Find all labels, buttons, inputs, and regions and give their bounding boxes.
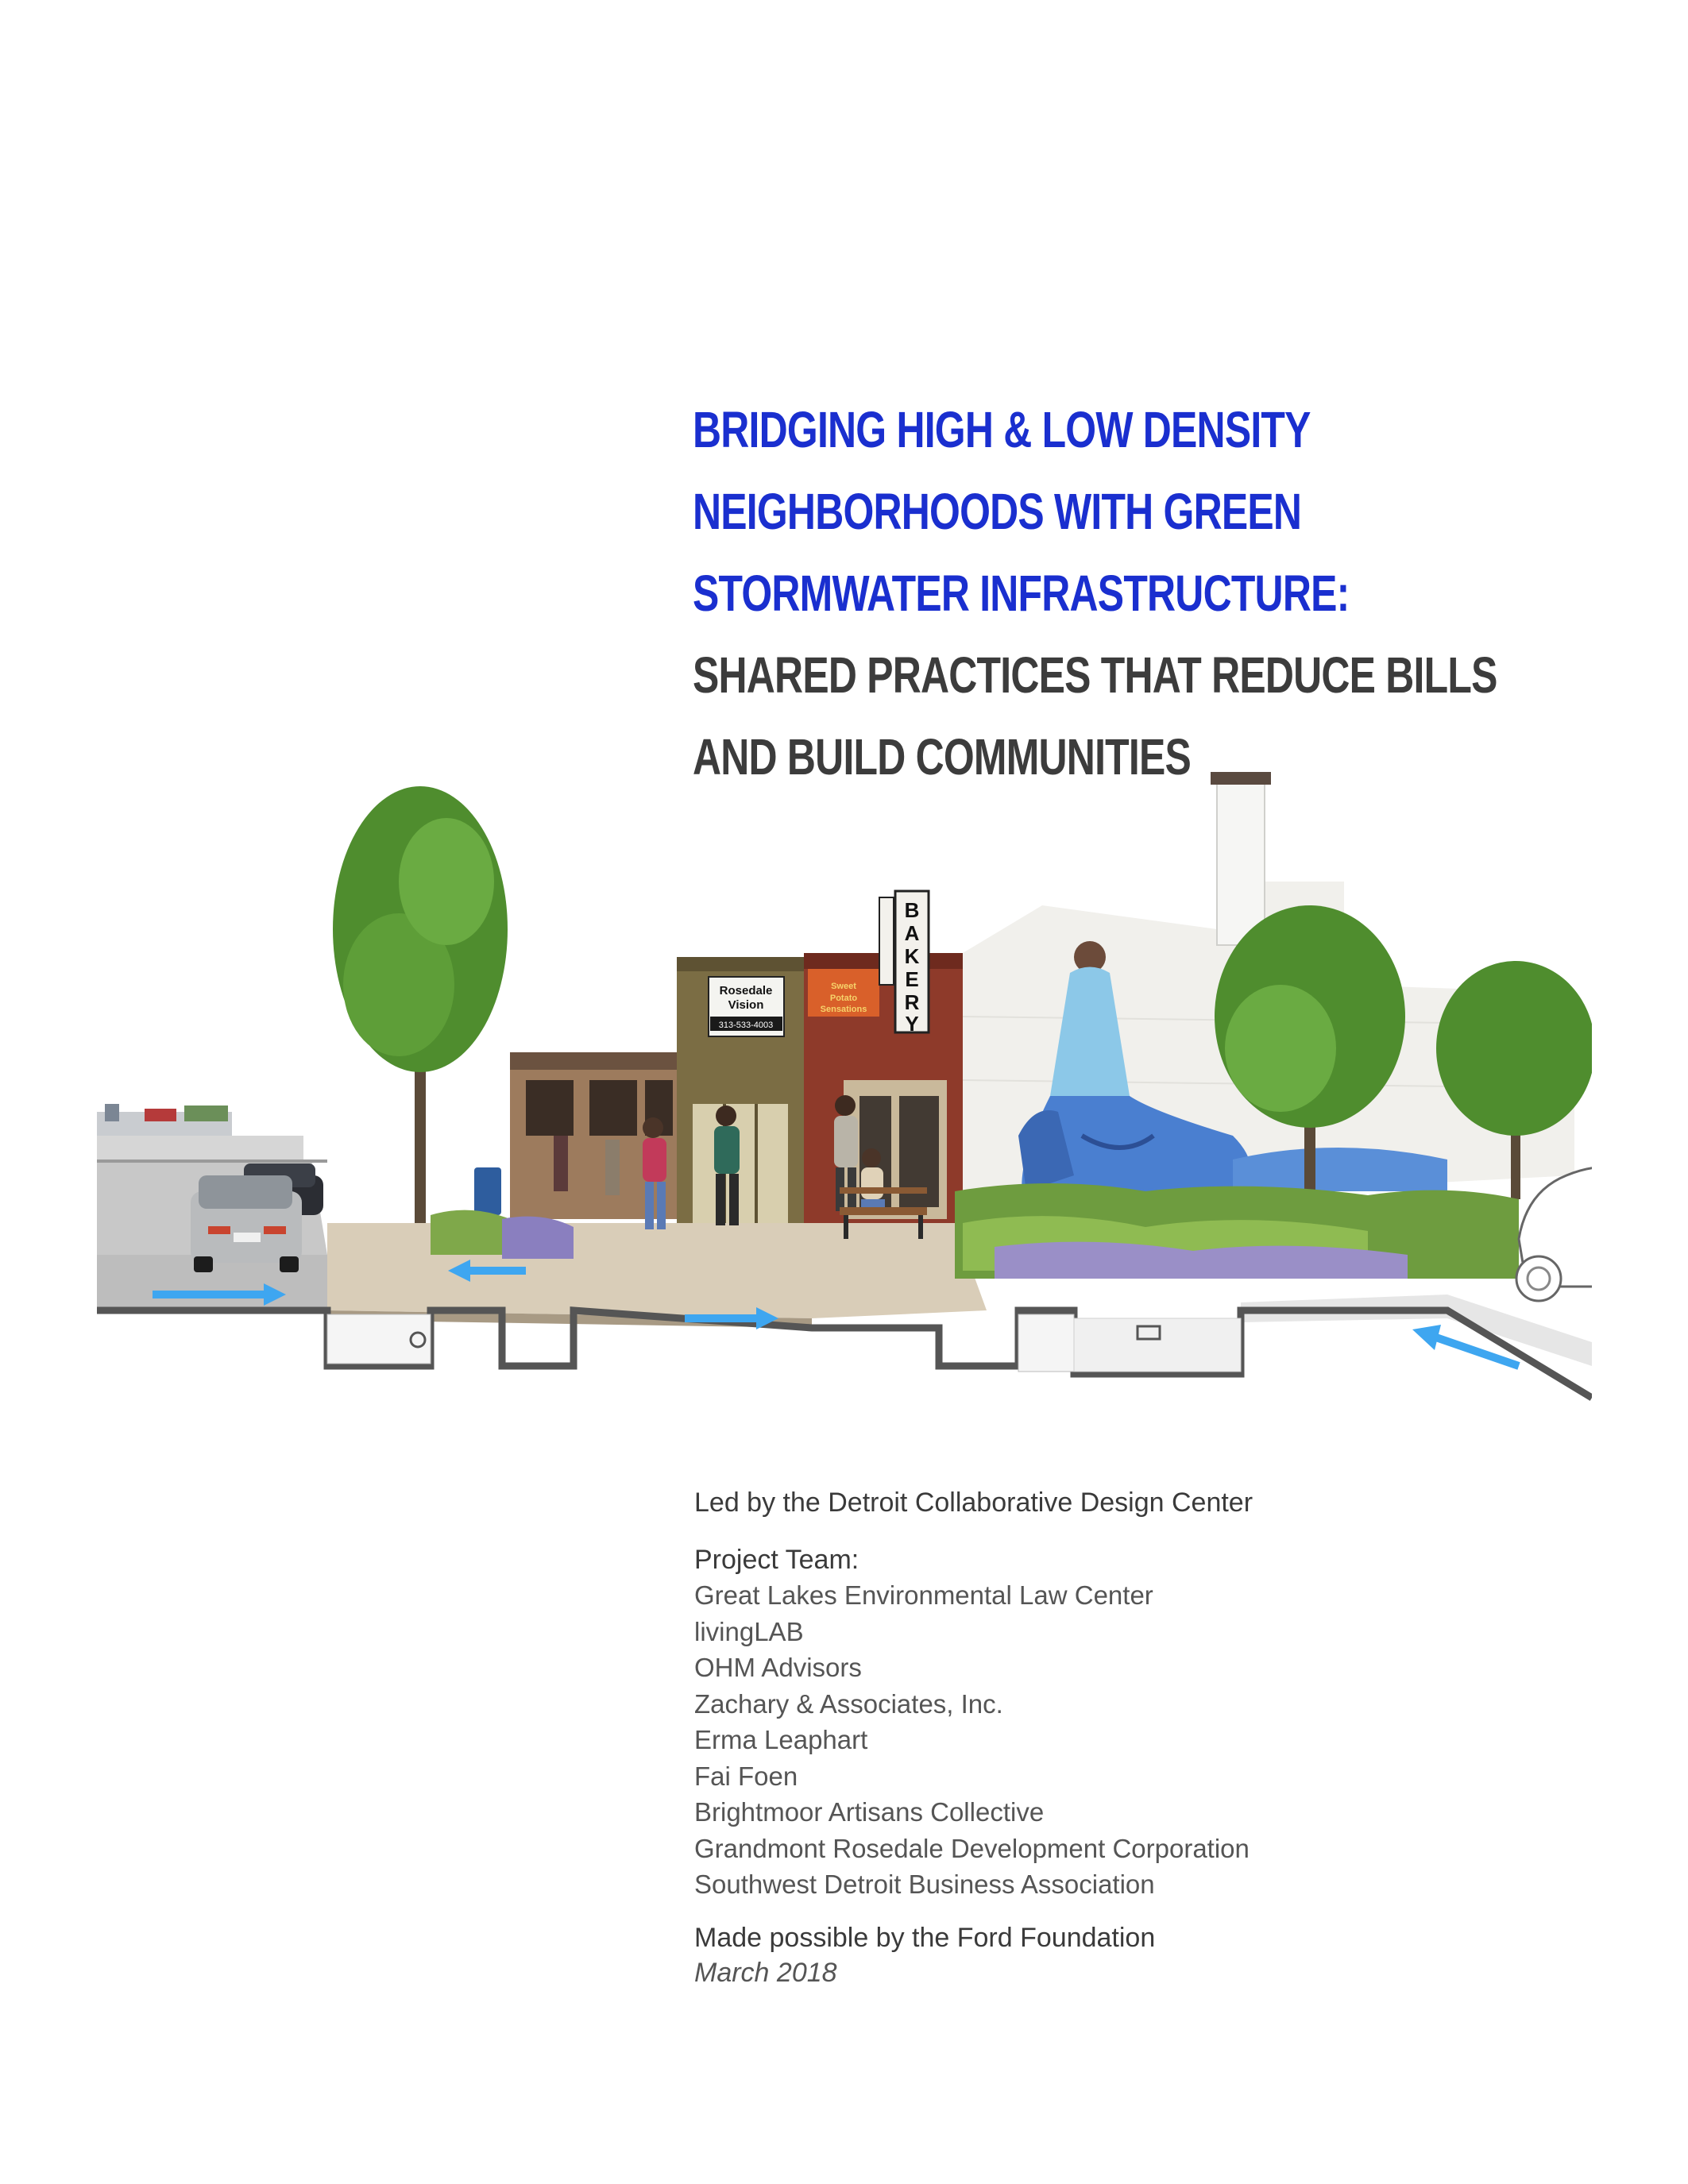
trash-bin [474, 1167, 501, 1215]
svg-text:Sensations: Sensations [820, 1005, 867, 1014]
team-member: Zachary & Associates, Inc. [694, 1688, 1003, 1719]
title-line-3: STORMWATER INFRASTRUCTURE: [693, 565, 1350, 622]
svg-text:B: B [904, 898, 920, 922]
team-member: OHM Advisors [694, 1653, 862, 1682]
team-member: Southwest Detroit Business Association [694, 1870, 1155, 1899]
subtitle-line-2: AND BUILD COMMUNITIES [693, 728, 1191, 785]
svg-text:Y: Y [905, 1012, 919, 1036]
svg-text:A: A [904, 921, 920, 945]
sign-phone-text: 313-533-4003 [718, 1021, 774, 1030]
parked-car-right [1516, 1167, 1592, 1301]
project-team-heading: Project Team: [694, 1545, 859, 1575]
team-member: livingLAB [694, 1616, 804, 1646]
document-title [693, 389, 1630, 798]
team-member: Fai Foen [694, 1761, 798, 1791]
svg-text:R: R [904, 990, 920, 1014]
subtitle-line-1: SHARED PRACTICES THAT REDUCE BILLS [693, 646, 1497, 704]
ground-section-cut [97, 1310, 1592, 1398]
sidewalk [327, 1223, 987, 1328]
streetscape-section-illustration [97, 762, 1592, 1445]
credits-block [694, 1485, 1608, 1990]
team-member: Great Lakes Environmental Law Center [694, 1580, 1153, 1610]
led-by-text: Led by the Detroit Collaborative Design Center [694, 1488, 1253, 1518]
team-member: Brightmoor Artisans Collective [694, 1797, 1045, 1827]
svg-text:K: K [904, 944, 920, 968]
project-team-list [694, 1577, 1608, 1903]
tree-left [333, 786, 508, 1231]
svg-text:Potato: Potato [829, 994, 858, 1003]
funder-text: Made possible by the Ford Foundation [694, 1922, 1156, 1953]
distant-street [97, 1104, 303, 1167]
svg-text:E: E [905, 967, 919, 991]
svg-text:Sweet: Sweet [831, 982, 856, 991]
title-line-1: BRIDGING HIGH & LOW DENSITY [693, 401, 1311, 458]
team-member: Erma Leaphart [694, 1725, 868, 1754]
sign-vision-text: Vision [728, 998, 764, 1012]
title-line-2: NEIGHBORHOODS WITH GREEN [693, 483, 1302, 540]
rosedale-vision-sign [709, 977, 784, 1036]
sign-rosedale-text: Rosedale [719, 984, 773, 997]
publication-date: March 2018 [694, 1957, 837, 1988]
team-member: Grandmont Rosedale Development Corporation [694, 1833, 1250, 1863]
